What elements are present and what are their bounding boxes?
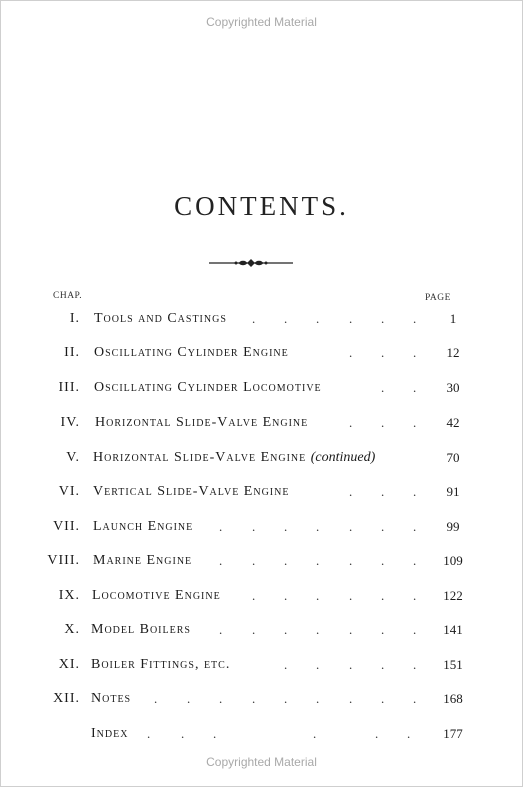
chapter-title: Vertical Slide-Valve Engine: [93, 484, 290, 499]
contents-row: IX. Locomotive Engine . . . . . . 122: [58, 588, 463, 603]
chapter-number: VIII.: [47, 553, 80, 568]
contents-row: Index . . . . . . 177: [91, 726, 463, 741]
chapter-number: X.: [64, 622, 80, 637]
page-number: 70: [446, 450, 460, 465]
chapter-title-note: (continued): [310, 450, 376, 465]
contents-row: I. Tools and Castings . . . . . . 1: [69, 311, 457, 326]
chapter-title: Oscillating Cylinder Locomotive: [94, 380, 322, 395]
chapter-number: XI.: [58, 657, 80, 672]
chapter-title: Marine Engine: [93, 553, 193, 568]
page-column-header: PAGE: [425, 293, 451, 303]
page-number: 42: [446, 415, 460, 430]
chapter-number: III.: [58, 380, 80, 395]
chapter-title: Locomotive Engine: [92, 588, 221, 603]
contents-row: XII. Notes . . . . . . . . . 168: [53, 691, 463, 706]
watermark-top: Copyrighted Material: [206, 15, 317, 29]
contents-row: IV. Horizontal Slide-Valve Engine . . . 42: [60, 415, 460, 430]
chapter-number: VII.: [53, 519, 80, 534]
contents-row: [1, 450, 522, 472]
contents-row: VIII. Marine Engine . . . . . . . 109: [47, 553, 463, 568]
ornament-divider-icon: [209, 256, 293, 270]
page-number: 122: [443, 588, 463, 603]
page-number: 12: [446, 345, 460, 360]
chapter-title: Model Boilers: [91, 622, 191, 637]
watermark-bottom: Copyrighted Material: [206, 755, 317, 769]
page-number: 30: [446, 380, 460, 395]
page-number: 91: [446, 484, 460, 499]
page-number: 141: [443, 622, 463, 637]
chapter-number: I.: [69, 311, 80, 326]
chapter-number: IX.: [58, 588, 80, 603]
contents-row: X. Model Boilers . . . . . . . 141: [64, 622, 463, 637]
page-title: CONTENTS.: [174, 191, 349, 221]
chapter-column-header: CHAP.: [53, 291, 83, 301]
chapter-title: [93, 450, 375, 466]
chapter-title-text: Horizontal Slide-Valve Engine: [93, 450, 307, 465]
contents-row: XI. Boiler Fittings, etc. . . . . . 151: [58, 657, 463, 672]
chapter-title: Notes: [91, 691, 132, 706]
page-number: 1: [449, 311, 457, 326]
contents-row: II. Oscillating Cylinder Engine . . . 12: [64, 345, 460, 360]
chapter-number: XII.: [53, 691, 80, 706]
chapter-title: Index: [91, 726, 129, 741]
chapter-title: Tools and Castings: [94, 311, 227, 326]
chapter-number: VI.: [58, 484, 80, 499]
page-number: 109: [443, 553, 463, 568]
contents-row: VII. Launch Engine . . . . . . . 99: [53, 519, 460, 534]
chapter-title: Oscillating Cylinder Engine: [94, 345, 289, 360]
page-number: 99: [446, 519, 460, 534]
chapter-number: IV.: [60, 415, 80, 430]
page-number: 168: [443, 691, 463, 706]
chapter-number: II.: [64, 345, 80, 360]
chapter-title: Launch Engine: [93, 519, 194, 534]
contents-row: VI. Vertical Slide-Valve Engine . . . 91: [58, 484, 460, 499]
page-number: 151: [443, 657, 463, 672]
chapter-number: V.: [66, 450, 80, 465]
chapter-title: Boiler Fittings, etc.: [91, 657, 231, 672]
page-number: 177: [443, 726, 463, 741]
chapter-title: Horizontal Slide-Valve Engine: [95, 415, 309, 430]
contents-row: III. Oscillating Cylinder Locomotive . . 30: [58, 380, 460, 395]
